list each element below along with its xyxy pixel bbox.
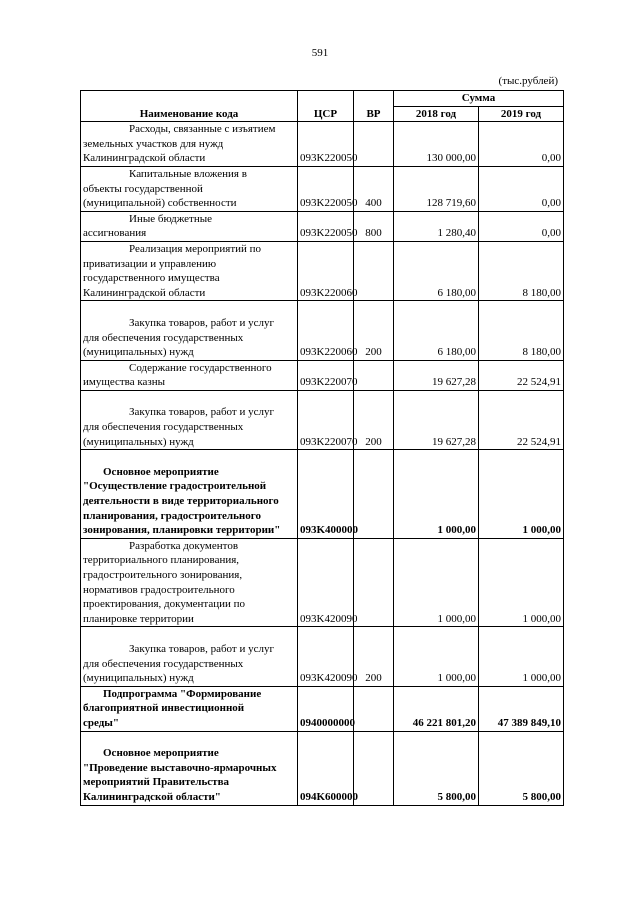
row-name-line: территориального планирования, <box>83 554 240 567</box>
row-name-line: Содержание государственного <box>129 361 272 374</box>
row-name <box>81 450 298 539</box>
row-name <box>81 166 298 211</box>
row-2019: 0,00 <box>479 211 564 241</box>
header-2019: 2019 год <box>479 106 564 122</box>
row-name-line: (муниципальной) собственности <box>83 197 237 210</box>
row-2018: 46 221 801,20 <box>394 686 479 731</box>
row-2018: 1 280,40 <box>394 211 479 241</box>
row-name-line: Закупка товаров, работ и услуг <box>129 406 274 419</box>
header-name: Наименование кода <box>81 91 298 122</box>
row-2019: 0,00 <box>479 122 564 167</box>
row-name-line: Иные бюджетные <box>129 212 213 225</box>
row-name-line: среды" <box>83 716 119 729</box>
row-vr <box>354 450 394 539</box>
table-row <box>81 360 564 390</box>
row-2019: 22 524,91 <box>479 390 564 449</box>
row-name-line: (муниципальных) нужд <box>83 672 194 685</box>
row-2018: 128 719,60 <box>394 166 479 211</box>
row-name-line: Закупка товаров, работ и услуг <box>129 316 274 329</box>
header-csr: ЦСР <box>298 91 354 122</box>
row-name-line: имущества казны <box>83 376 166 389</box>
row-name-line: для обеспечения государственных <box>83 331 244 344</box>
row-csr: 093K400000 <box>298 450 354 539</box>
row-name-line: приватизации и управлению <box>83 257 217 270</box>
row-2019: 1 000,00 <box>479 538 564 627</box>
header-2018: 2018 год <box>394 106 479 122</box>
row-vr: 200 <box>354 627 394 686</box>
row-name-line: Закупка товаров, работ и услуг <box>129 642 274 655</box>
row-name-line: "Осуществление градостроительной <box>83 480 267 493</box>
units-label: (тыс.рублей) <box>498 75 558 87</box>
row-vr: 200 <box>354 301 394 360</box>
row-vr <box>354 731 394 805</box>
row-name <box>81 301 298 360</box>
row-name-line: земельных участков для нужд <box>83 137 224 150</box>
row-csr: 093K420090 <box>298 538 354 627</box>
row-2018: 6 180,00 <box>394 241 479 300</box>
row-csr: 093K220060 <box>298 241 354 300</box>
row-name <box>81 538 298 627</box>
header-vr: ВР <box>354 91 394 122</box>
row-csr: 093K220060 <box>298 301 354 360</box>
row-name-line: Разработка документов <box>129 539 239 552</box>
row-2019: 0,00 <box>479 166 564 211</box>
row-name <box>81 686 298 731</box>
table-row <box>81 450 564 539</box>
row-name-line: градостроительного зонирования, <box>83 569 243 581</box>
row-vr: 800 <box>354 211 394 241</box>
row-name-line: "Проведение выставочно-ярмарочных <box>83 761 277 774</box>
page-number: 591 <box>311 47 329 59</box>
row-name-line: Основное мероприятие <box>103 465 219 478</box>
row-2019: 1 000,00 <box>479 450 564 539</box>
table-row <box>81 211 564 241</box>
row-2018: 1 000,00 <box>394 538 479 627</box>
row-csr: 093K220050 <box>298 211 354 241</box>
row-csr: 093K220070 <box>298 390 354 449</box>
row-name-line: Калининградской области <box>83 286 206 299</box>
row-vr <box>354 241 394 300</box>
row-name <box>81 122 298 167</box>
table-row <box>81 390 564 449</box>
row-name-line: планирования, градостроительного <box>83 509 261 522</box>
row-2018: 6 180,00 <box>394 301 479 360</box>
budget-table <box>80 90 564 806</box>
row-2019: 47 389 849,10 <box>479 686 564 731</box>
row-2019: 8 180,00 <box>479 301 564 360</box>
table-row <box>81 166 564 211</box>
row-vr <box>354 122 394 167</box>
row-name-line: для обеспечения государственных <box>83 657 244 670</box>
row-vr: 400 <box>354 166 394 211</box>
row-name-line: Подпрограмма "Формирование <box>103 687 262 700</box>
header-sum: Сумма <box>394 91 564 107</box>
row-name-line: объекты государственной <box>83 182 203 195</box>
table-row <box>81 731 564 805</box>
row-name-line: мероприятий Правительства <box>83 776 230 789</box>
row-name <box>81 627 298 686</box>
table-row <box>81 241 564 300</box>
row-name-line: (муниципальных) нужд <box>83 346 194 359</box>
row-vr <box>354 538 394 627</box>
row-csr: 093K220050 <box>298 122 354 167</box>
row-name-line: Калининградской области" <box>83 790 221 803</box>
row-2018: 130 000,00 <box>394 122 479 167</box>
row-name-line: проектирования, документации по <box>83 598 246 611</box>
row-csr: 0940000000 <box>298 686 354 731</box>
row-name-line: Реализация мероприятий по <box>129 242 262 255</box>
row-name-line: (муниципальных) нужд <box>83 435 194 448</box>
row-csr: 093K220050 <box>298 166 354 211</box>
row-name-line: для обеспечения государственных <box>83 421 244 434</box>
header-row <box>81 91 564 107</box>
row-csr: 093K220070 <box>298 360 354 390</box>
row-2019: 1 000,00 <box>479 627 564 686</box>
table-row <box>81 122 564 167</box>
row-csr: 093K420090 <box>298 627 354 686</box>
table-row <box>81 301 564 360</box>
table-row <box>81 627 564 686</box>
row-name-line: планировке территории <box>83 612 194 625</box>
table-row <box>81 686 564 731</box>
row-name <box>81 241 298 300</box>
row-2018: 19 627,28 <box>394 360 479 390</box>
row-name-line: Основное мероприятие <box>103 747 219 760</box>
row-2018: 19 627,28 <box>394 390 479 449</box>
row-vr <box>354 360 394 390</box>
row-2018: 1 000,00 <box>394 627 479 686</box>
row-vr: 200 <box>354 390 394 449</box>
row-name <box>81 211 298 241</box>
row-name-line: Калининградской области <box>83 152 206 165</box>
row-csr: 094K600000 <box>298 731 354 805</box>
row-name-line: благоприятной инвестиционной <box>83 702 245 715</box>
row-2019: 5 800,00 <box>479 731 564 805</box>
row-2018: 1 000,00 <box>394 450 479 539</box>
row-name-line: ассигнования <box>83 227 147 240</box>
row-name-line: деятельности в виде территориального <box>83 495 279 508</box>
table-row <box>81 538 564 627</box>
row-2018: 5 800,00 <box>394 731 479 805</box>
row-name-line: Расходы, связанные с изъятием <box>129 123 276 136</box>
row-name <box>81 360 298 390</box>
row-name <box>81 731 298 805</box>
row-name-line: зонирования, планировки территории" <box>83 524 281 537</box>
row-name-line: нормативов градостроительного <box>83 583 235 596</box>
row-2019: 22 524,91 <box>479 360 564 390</box>
row-vr <box>354 686 394 731</box>
row-name-line: государственного имущества <box>83 272 220 285</box>
row-2019: 8 180,00 <box>479 241 564 300</box>
row-name-line: Капитальные вложения в <box>129 167 247 180</box>
row-name <box>81 390 298 449</box>
